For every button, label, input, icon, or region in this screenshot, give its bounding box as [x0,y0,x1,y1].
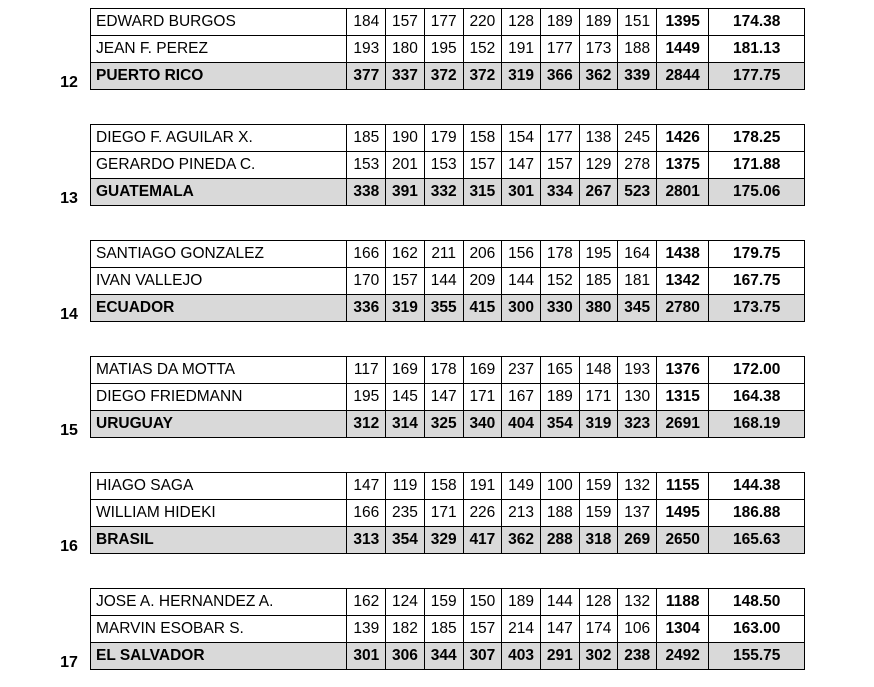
game-score: 128 [579,589,618,616]
game-score: 211 [424,241,463,268]
team-total: 2780 [657,295,709,322]
game-score: 173 [579,36,618,63]
game-score: 180 [386,36,425,63]
game-score: 147 [540,616,579,643]
team-game-score: 306 [386,643,425,670]
team-game-score: 523 [618,179,657,206]
game-score: 191 [502,36,541,63]
team-game-score: 301 [347,643,386,670]
team-game-score: 329 [424,527,463,554]
game-score: 147 [502,152,541,179]
player-average: 186.88 [709,500,805,527]
game-score: 152 [463,36,502,63]
player-row [91,589,805,616]
team-row [91,63,805,90]
team-row [91,527,805,554]
game-score: 139 [347,616,386,643]
game-score: 245 [618,125,657,152]
team-game-score: 380 [579,295,618,322]
score-table [90,124,805,206]
game-score: 145 [386,384,425,411]
score-table [90,588,805,670]
game-score: 162 [386,241,425,268]
team-game-score: 302 [579,643,618,670]
game-score: 150 [463,589,502,616]
player-average: 178.25 [709,125,805,152]
game-score: 169 [386,357,425,384]
team-average: 175.06 [709,179,805,206]
game-score: 179 [424,125,463,152]
player-row [91,241,805,268]
team-average: 155.75 [709,643,805,670]
score-table [90,472,805,554]
player-row [91,616,805,643]
game-score: 185 [424,616,463,643]
team-game-score: 362 [579,63,618,90]
game-score: 159 [579,473,618,500]
team-game-score: 391 [386,179,425,206]
game-score: 177 [540,125,579,152]
player-name: JEAN F. PEREZ [91,36,347,63]
player-total: 1495 [657,500,709,527]
team-game-score: 319 [502,63,541,90]
player-average: 164.38 [709,384,805,411]
player-name: HIAGO SAGA [91,473,347,500]
game-score: 201 [386,152,425,179]
game-score: 191 [463,473,502,500]
team-rank: 13 [60,190,78,207]
player-name: MARVIN ESOBAR S. [91,616,347,643]
game-score: 166 [347,500,386,527]
game-score: 153 [424,152,463,179]
player-total: 1342 [657,268,709,295]
game-score: 166 [347,241,386,268]
game-score: 189 [540,384,579,411]
team-game-score: 336 [347,295,386,322]
team-name: URUGUAY [91,411,347,438]
game-score: 164 [618,241,657,268]
game-score: 185 [579,268,618,295]
player-name: EDWARD BURGOS [91,9,347,36]
team-average: 173.75 [709,295,805,322]
team-game-score: 366 [540,63,579,90]
score-table [90,356,805,438]
game-score: 151 [618,9,657,36]
game-score: 129 [579,152,618,179]
team-game-score: 269 [618,527,657,554]
player-name: SANTIAGO GONZALEZ [91,241,347,268]
team-game-score: 319 [386,295,425,322]
game-score: 189 [502,589,541,616]
team-name: BRASIL [91,527,347,554]
game-score: 148 [579,357,618,384]
player-average: 174.38 [709,9,805,36]
game-score: 214 [502,616,541,643]
player-total: 1395 [657,9,709,36]
team-game-score: 238 [618,643,657,670]
team-game-score: 288 [540,527,579,554]
game-score: 147 [347,473,386,500]
game-score: 226 [463,500,502,527]
game-score: 154 [502,125,541,152]
game-score: 132 [618,473,657,500]
game-score: 153 [347,152,386,179]
team-game-score: 313 [347,527,386,554]
game-score: 213 [502,500,541,527]
team-game-score: 315 [463,179,502,206]
game-score: 171 [579,384,618,411]
team-game-score: 301 [502,179,541,206]
player-row [91,36,805,63]
game-score: 156 [502,241,541,268]
team-game-score: 332 [424,179,463,206]
team-game-score: 307 [463,643,502,670]
game-score: 162 [347,589,386,616]
player-average: 172.00 [709,357,805,384]
game-score: 128 [502,9,541,36]
team-game-score: 334 [540,179,579,206]
player-average: 171.88 [709,152,805,179]
game-score: 190 [386,125,425,152]
team-block [0,124,874,214]
team-game-score: 267 [579,179,618,206]
team-game-score: 318 [579,527,618,554]
team-game-score: 325 [424,411,463,438]
game-score: 147 [424,384,463,411]
team-block [0,356,874,446]
team-total: 2492 [657,643,709,670]
player-name: JOSE A. HERNANDEZ A. [91,589,347,616]
team-game-score: 354 [386,527,425,554]
team-rank: 12 [60,74,78,91]
player-total: 1376 [657,357,709,384]
score-table [90,240,805,322]
player-row [91,268,805,295]
game-score: 171 [424,500,463,527]
game-score: 157 [463,152,502,179]
team-game-score: 417 [463,527,502,554]
game-score: 177 [540,36,579,63]
team-name: ECUADOR [91,295,347,322]
team-total: 2691 [657,411,709,438]
game-score: 185 [347,125,386,152]
game-score: 188 [540,500,579,527]
player-row [91,357,805,384]
team-row [91,295,805,322]
player-row [91,500,805,527]
game-score: 158 [463,125,502,152]
team-row [91,643,805,670]
player-total: 1315 [657,384,709,411]
team-game-score: 314 [386,411,425,438]
team-game-score: 344 [424,643,463,670]
player-total: 1155 [657,473,709,500]
game-score: 278 [618,152,657,179]
team-total: 2801 [657,179,709,206]
player-name: GERARDO PINEDA C. [91,152,347,179]
team-name: PUERTO RICO [91,63,347,90]
game-score: 188 [618,36,657,63]
player-name: MATIAS DA MOTTA [91,357,347,384]
game-score: 170 [347,268,386,295]
team-rank: 14 [60,306,78,323]
player-row [91,9,805,36]
team-row [91,179,805,206]
game-score: 237 [502,357,541,384]
team-game-score: 312 [347,411,386,438]
team-game-score: 340 [463,411,502,438]
player-row [91,125,805,152]
team-game-score: 355 [424,295,463,322]
player-average: 179.75 [709,241,805,268]
game-score: 167 [502,384,541,411]
game-score: 165 [540,357,579,384]
player-row [91,384,805,411]
team-rank: 15 [60,422,78,439]
team-block [0,588,874,678]
player-total: 1438 [657,241,709,268]
game-score: 157 [540,152,579,179]
game-score: 157 [463,616,502,643]
game-score: 100 [540,473,579,500]
game-score: 130 [618,384,657,411]
game-score: 195 [347,384,386,411]
player-total: 1375 [657,152,709,179]
game-score: 157 [386,268,425,295]
team-average: 168.19 [709,411,805,438]
player-row [91,473,805,500]
team-game-score: 337 [386,63,425,90]
player-total: 1426 [657,125,709,152]
game-score: 206 [463,241,502,268]
game-score: 181 [618,268,657,295]
team-block [0,240,874,330]
player-row [91,152,805,179]
game-score: 209 [463,268,502,295]
team-rank: 16 [60,538,78,555]
player-average: 148.50 [709,589,805,616]
game-score: 178 [540,241,579,268]
team-game-score: 330 [540,295,579,322]
score-table [90,8,805,90]
team-rank: 17 [60,654,78,671]
player-average: 181.13 [709,36,805,63]
team-name: EL SALVADOR [91,643,347,670]
player-average: 144.38 [709,473,805,500]
game-score: 132 [618,589,657,616]
team-average: 165.63 [709,527,805,554]
game-score: 169 [463,357,502,384]
team-game-score: 372 [463,63,502,90]
game-score: 182 [386,616,425,643]
team-game-score: 323 [618,411,657,438]
game-score: 149 [502,473,541,500]
team-game-score: 300 [502,295,541,322]
team-game-score: 372 [424,63,463,90]
game-score: 171 [463,384,502,411]
game-score: 119 [386,473,425,500]
player-total: 1188 [657,589,709,616]
game-score: 144 [502,268,541,295]
team-block [0,472,874,562]
player-average: 167.75 [709,268,805,295]
team-game-score: 403 [502,643,541,670]
team-name: GUATEMALA [91,179,347,206]
game-score: 157 [386,9,425,36]
team-game-score: 291 [540,643,579,670]
game-score: 159 [424,589,463,616]
team-game-score: 354 [540,411,579,438]
team-average: 177.75 [709,63,805,90]
game-score: 195 [424,36,463,63]
player-name: IVAN VALLEJO [91,268,347,295]
team-total: 2844 [657,63,709,90]
player-total: 1449 [657,36,709,63]
player-name: WILLIAM HIDEKI [91,500,347,527]
team-game-score: 338 [347,179,386,206]
game-score: 189 [540,9,579,36]
game-score: 189 [579,9,618,36]
game-score: 195 [579,241,618,268]
game-score: 152 [540,268,579,295]
team-game-score: 345 [618,295,657,322]
game-score: 159 [579,500,618,527]
game-score: 144 [424,268,463,295]
team-game-score: 319 [579,411,618,438]
game-score: 193 [347,36,386,63]
game-score: 220 [463,9,502,36]
game-score: 174 [579,616,618,643]
game-score: 193 [618,357,657,384]
team-block [0,8,874,98]
team-total: 2650 [657,527,709,554]
team-game-score: 415 [463,295,502,322]
player-average: 163.00 [709,616,805,643]
game-score: 177 [424,9,463,36]
game-score: 124 [386,589,425,616]
game-score: 138 [579,125,618,152]
team-row [91,411,805,438]
player-name: DIEGO F. AGUILAR X. [91,125,347,152]
game-score: 158 [424,473,463,500]
team-game-score: 339 [618,63,657,90]
team-game-score: 377 [347,63,386,90]
team-game-score: 362 [502,527,541,554]
team-game-score: 404 [502,411,541,438]
player-total: 1304 [657,616,709,643]
game-score: 178 [424,357,463,384]
game-score: 184 [347,9,386,36]
game-score: 117 [347,357,386,384]
game-score: 144 [540,589,579,616]
game-score: 137 [618,500,657,527]
game-score: 235 [386,500,425,527]
game-score: 106 [618,616,657,643]
player-name: DIEGO FRIEDMANN [91,384,347,411]
